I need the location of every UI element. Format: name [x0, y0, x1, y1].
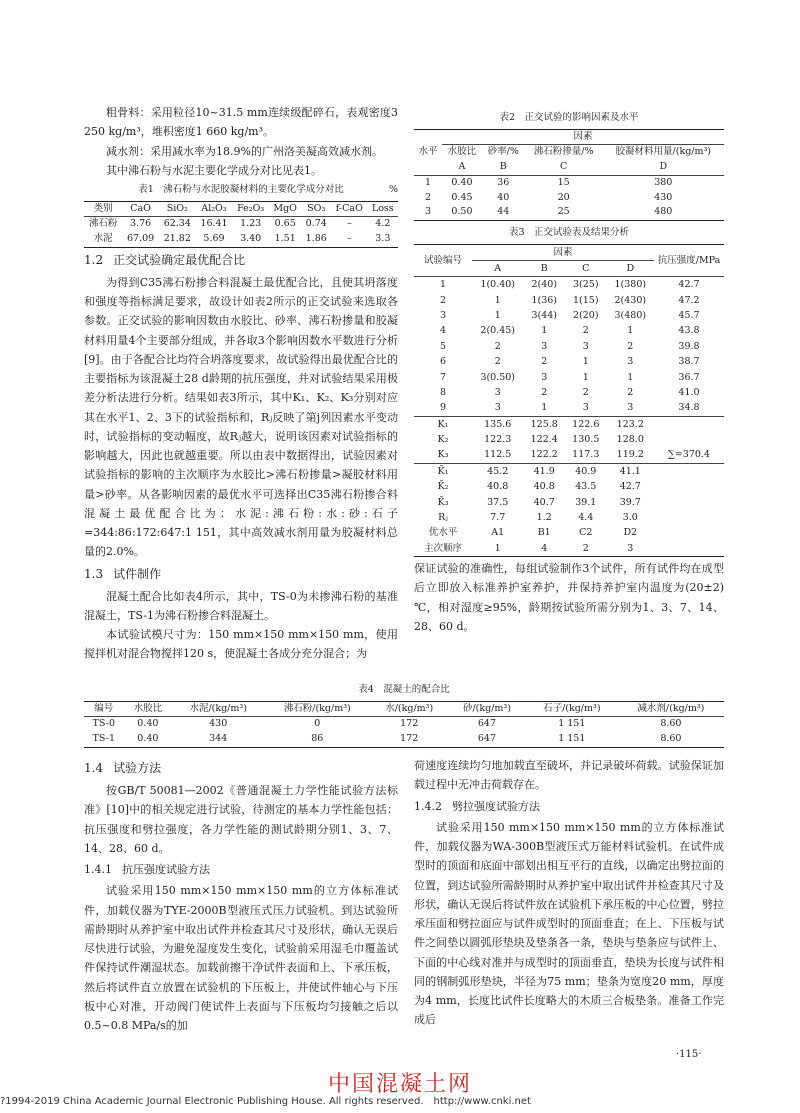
table-cell: 38.7 — [678, 356, 700, 368]
table1-header: SiO₂ — [166, 202, 188, 214]
table-cell: 1(380) — [614, 279, 647, 291]
table-cell: 34.8 — [678, 402, 700, 414]
table3-header: 抗压强度/MPa — [657, 254, 721, 266]
table3-best-row — [414, 525, 724, 540]
table-cell: – — [346, 233, 352, 245]
table-cell: 3 — [425, 206, 432, 218]
table-row — [414, 277, 724, 293]
table-cell: 1 — [582, 356, 589, 368]
table-cell: 1 — [582, 371, 589, 383]
table3-header: 试验编号 — [423, 254, 462, 266]
table-cell — [414, 160, 442, 175]
table-cell: 122.4 — [530, 434, 558, 446]
table1-header-row — [84, 201, 398, 217]
table-row — [414, 400, 724, 416]
table-cell: 1 — [627, 325, 634, 337]
table-cell: 1(15) — [573, 294, 599, 306]
mix-intro-paragraph: 混凝土配合比如表4所示，其中，TS-0为未掺沸石粉的基准混凝土，TS-1为沸石粉掺合料混凝土。 — [84, 589, 398, 622]
table4 — [84, 701, 724, 748]
table-cell: – — [346, 218, 352, 230]
table-cell: 128.0 — [616, 434, 644, 446]
table-cell: 647 — [477, 733, 497, 745]
table-cell: 3(25) — [573, 279, 599, 291]
table-cell: 5 — [439, 340, 447, 352]
table-cell: 2 — [439, 294, 447, 306]
table-cell: D2 — [623, 527, 638, 539]
table-cell: 41.1 — [619, 465, 641, 477]
table-cell — [654, 432, 724, 447]
table-row — [414, 370, 724, 385]
section-number: 1.2 — [84, 252, 104, 267]
table-cell: 647 — [477, 718, 497, 730]
table-cell: 41.0 — [678, 386, 700, 398]
table-cell: 45.2 — [487, 465, 509, 477]
table2-header: 胶凝材料用量/(kg/m³) — [615, 146, 711, 158]
table3-sum: ∑=370.4 — [668, 449, 710, 461]
table-cell — [654, 510, 724, 525]
table2-header: 水胶比 — [447, 146, 477, 158]
table4-header: 水胶比 — [133, 702, 163, 714]
table-cell: 3.0 — [622, 511, 638, 523]
table-cell — [654, 463, 724, 479]
compressive-test-paragraph: 试验采用150 mm×150 mm×150 mm的立方体标准试件，加载仪器为TYE-2000B型液压式压力试验机。到达试验所需龄期时从养护室中取出试件并检查其尺寸及形状，确认无误后尽快进行试验，为避免湿度发生变化，试验前采用湿毛巾覆盖试件保持试件潮湿状态。加载前擦干净试件表面和上、下承压板，然后将试件直立放置在试验机的下压板上，并使试件轴心与下压板中心对准，开动阀门使试件上表面与下压板均匀接触之后以0.5~0.8 MPa/s的加 — [84, 884, 398, 1032]
section-number: 1.4.2 — [414, 799, 442, 813]
table-cell: 21.82 — [163, 233, 191, 245]
table-cell: 1 — [541, 402, 548, 414]
table-cell: 39.1 — [575, 496, 597, 508]
table-cell: 122.6 — [572, 418, 600, 430]
water-reducer-paragraph: 减水剂：采用减水率为18.9%的广州洛美凝高效减水剂。 — [106, 144, 383, 158]
table-cell: 43.8 — [678, 325, 700, 337]
table-cell: 8 — [439, 386, 447, 398]
table-row — [414, 354, 724, 369]
table-cell: 430 — [654, 191, 673, 203]
table-cell: 2 — [494, 356, 501, 368]
table-cell: 1.2 — [536, 511, 552, 523]
table-cell: B — [540, 262, 548, 274]
table-cell: 3 — [627, 542, 634, 554]
table-cell: 5.69 — [203, 233, 225, 245]
table1-caption-row — [84, 182, 398, 199]
table-cell: K₃ — [437, 449, 449, 461]
table-cell: 0.40 — [137, 718, 159, 730]
table-row — [414, 323, 724, 338]
section-heading-1-4-1 — [84, 860, 398, 879]
table-cell: 3.76 — [130, 218, 152, 230]
table4-block — [84, 680, 724, 748]
bottom-right-column — [414, 756, 724, 1030]
table-cell: 430 — [209, 718, 228, 730]
coarse-aggregate-paragraph: 粗骨料：采用粒径10~31.5 mm连续级配碎石，表观密度3 250 kg/m³，堆积密度1 660 kg/m³。 — [84, 106, 398, 139]
copyright-footer: ?1994-2019 China Academic Journal Electronic Publishing House. All rights reserved. http://www.cnki.net — [0, 1096, 531, 1107]
table-row — [414, 447, 724, 463]
table-cell: 4.2 — [375, 218, 391, 230]
table3-body — [414, 277, 724, 416]
table-cell: 0.50 — [451, 206, 473, 218]
table3-k-rows — [414, 416, 724, 463]
table-cell: 7.7 — [490, 511, 506, 523]
table-cell: 40.9 — [575, 465, 597, 477]
table-cell: D — [659, 161, 668, 173]
table-cell: 3 — [541, 371, 548, 383]
table-cell: 2(20) — [573, 310, 599, 322]
table-cell: 122.3 — [484, 434, 512, 446]
table1-header: CaO — [130, 202, 151, 214]
table-cell: 2(40) — [531, 279, 557, 291]
table-row — [84, 232, 398, 247]
table-row — [84, 732, 724, 747]
table2-header-row — [414, 145, 724, 160]
table-cell: 172 — [400, 718, 419, 730]
table-cell: 3 — [627, 356, 634, 368]
table1-header: Fe₂O₃ — [237, 202, 265, 214]
section-heading-1-4-2 — [414, 797, 724, 816]
table-cell: B — [499, 161, 507, 173]
table-cell: K̄₂ — [437, 481, 449, 493]
table4-header: 减水剂/(kg/m³) — [637, 702, 705, 714]
table-cell: 67.09 — [127, 233, 155, 245]
table2-group-row — [414, 129, 724, 145]
section-heading-1-4 — [84, 758, 398, 779]
splitting-test-paragraph: 试验采用150 mm×150 mm×150 mm的立方体标准试件，加载仪器为WA-300B型液压式万能材料试验机。在试件成型时的顶面和底面中部划出相互平行的直线，以确定出劈拉面的位置，到达试验所需龄期时从养护室中取出试件并检查其尺寸及形状，确认无误后将试件放在试验机下承压板的中心位置，劈拉承压面和劈拉面应与试件成型时的顶面垂直；在上、下压板与试件之间垫以圆弧形垫块及垫条各一条，垫块与垫条应与试件上、下面的中心线对准并与成型时的顶面垂直，垫块为长度与试件相同的钢制弧形垫块，半径为75 mm；垫条为宽度20 mm，厚度为4 mm，长度比试件长度略大的木质三合板垫条。准备工作完成后 — [414, 820, 724, 1027]
table-cell: 主次顺序 — [423, 542, 462, 554]
table-cell: 0.74 — [305, 218, 327, 230]
table-cell: 沸石粉 — [88, 218, 118, 230]
table-cell: 36 — [497, 176, 510, 188]
table-cell: 344 — [209, 733, 228, 745]
section-title: 正交试验确定最优配合比 — [113, 252, 246, 267]
section-title: 劈拉强度试验方法 — [452, 799, 540, 813]
table1-header: MgO — [273, 202, 297, 214]
table-cell: Rⱼ — [438, 511, 448, 523]
table-cell: C2 — [579, 527, 593, 539]
table-cell: 44 — [497, 206, 510, 218]
test-method-paragraph: 按GB/T 50081—2002《普通混凝土力学性能试验方法标准》[10]中的相关规定进行试验，待测定的基本力学性能包括：抗压强度和劈拉强度，各力学性能的测试龄期分别1、3、7、14、28、60 d。 — [84, 784, 398, 855]
table-cell: 47.2 — [678, 294, 700, 306]
table-cell — [654, 525, 724, 540]
table-cell: D — [626, 262, 635, 274]
table-cell: 2 — [582, 542, 589, 554]
table-cell: 119.2 — [616, 449, 644, 461]
table-cell: 135.6 — [484, 418, 512, 430]
table-cell: 16.41 — [200, 218, 228, 230]
table-cell: 1(0.40) — [480, 279, 516, 291]
table4-header: 砂/(kg/m³) — [462, 702, 511, 714]
section-heading-1-2 — [84, 250, 398, 271]
table-cell: 15 — [557, 176, 570, 188]
table2-header: 沸石粉掺量/% — [533, 146, 594, 158]
orthogonal-test-paragraph: 为得到C35沸石粉掺合料混凝土最优配合比，且使其坍落度和强度等指标满足要求，故设计如表2所示的正交试验来选取各参数。正交试验的影响因数由水胶比、砂率、沸石粉掺量和胶凝材料用量4个主要部分组成，并各取3个影响因数水平数进行分析[9]。由于各配合比均符合坍落度要求，故试验得出最优配合比的主要指标为该混凝土28 d龄期的抗压强度，并对试验结果采用极差分析法进行分析。结果如表3所示，其中K₁、K₂、K₃分别对应其在水平1、2、3下的试验指标和，Rⱼ反映了第j列因素水平变动时，试验指标的变动幅度，故Rⱼ越大，说明该因素对试验指标的影响越大，因此也就越重要。所以由表中数据得出，试验因素对试验指标的影响的主次顺序为水胶比>沸石粉掺量>凝胶材料用量>砂率。从各影响因素的最优水平可选择出C35沸石粉掺合料混凝土最优配合比为：水泥:沸石粉:水:砂:石子=344:86:172:647:1 151，其中高效减水剂用量为胶凝材料总量的2.0%。 — [84, 275, 398, 559]
table-cell: 1 — [627, 371, 634, 383]
table-cell: 优水平 — [428, 527, 458, 539]
table-cell: 37.5 — [487, 496, 509, 508]
table-cell: 4 — [541, 542, 548, 554]
table-cell: 42.7 — [619, 481, 641, 493]
table-cell: 3(44) — [531, 310, 557, 322]
table1-caption: 表1 沸石粉与水泥胶凝材料的主要化学成分对比 — [138, 184, 344, 195]
specimen-size-paragraph: 本试验试模尺寸为：150 mm×150 mm×150 mm，使用搅拌机对混合物搅拌120 s，使混凝土各成分充分混合；为 — [84, 628, 398, 661]
table-cell: 380 — [654, 176, 673, 188]
table-row — [414, 463, 724, 479]
table-cell: 3 — [494, 402, 501, 414]
table1-unit: % — [388, 184, 398, 195]
table-cell: 42.7 — [678, 279, 700, 291]
table-cell: 1.51 — [274, 233, 296, 245]
table-cell: 480 — [654, 206, 673, 218]
table-cell: 43.5 — [575, 481, 597, 493]
table4-header: 水/(kg/m³) — [385, 702, 434, 714]
table-cell: 41.9 — [533, 465, 555, 477]
table-cell: C — [560, 161, 568, 173]
table-cell: 3 — [627, 402, 634, 414]
table-cell: 1 — [494, 294, 501, 306]
table-cell: 8.60 — [660, 733, 682, 745]
table3-header-row — [414, 244, 724, 260]
table-cell: 1 — [425, 176, 432, 188]
table-cell: 2 — [494, 340, 501, 352]
table-cell: TS-0 — [92, 718, 115, 730]
table-cell — [654, 479, 724, 494]
table-cell: 20 — [557, 191, 570, 203]
table3-header: 因素 — [472, 244, 654, 260]
table-cell: 2 — [425, 191, 432, 203]
table-cell: 水泥 — [93, 233, 113, 245]
table-cell: 3(0.50) — [480, 371, 516, 383]
table-row — [84, 717, 724, 732]
table-row — [414, 191, 724, 206]
section-heading-1-3 — [84, 564, 398, 585]
table-cell: 1 151 — [558, 733, 586, 745]
table-cell: 3(480) — [614, 310, 647, 322]
table4-caption: 表4 混凝土的配合比 — [358, 684, 450, 695]
section-number: 1.4 — [84, 761, 104, 775]
table-row — [414, 416, 724, 432]
table-cell — [414, 129, 442, 145]
table-cell: 36.7 — [678, 371, 700, 383]
table-cell: 2(430) — [614, 294, 647, 306]
table1-header: Al₂O₃ — [201, 202, 227, 214]
table2 — [414, 129, 724, 221]
table-cell: 1 — [494, 310, 501, 322]
table-cell: A — [458, 161, 466, 173]
table-cell: 3.40 — [240, 233, 262, 245]
table-cell: 3.3 — [375, 233, 391, 245]
section-number: 1.4.1 — [84, 863, 112, 876]
table-cell: 0.40 — [137, 733, 159, 745]
loading-paragraph: 荷速度连续均匀地加载直至破坏，并记录破坏荷载。试验保证加载过程中无冲击荷载存在。 — [414, 759, 724, 792]
table-cell: 62.34 — [163, 218, 191, 230]
table4-header-row — [84, 701, 724, 717]
table4-header: 编号 — [94, 702, 114, 714]
table-cell: 3 — [439, 310, 447, 322]
table-cell: 45.7 — [678, 310, 700, 322]
table-cell: 3 — [582, 340, 589, 352]
table-cell: 0 — [314, 718, 321, 730]
table-cell: 112.5 — [484, 449, 512, 461]
table-cell: 125.8 — [530, 418, 558, 430]
table-cell: 2 — [627, 386, 634, 398]
table3-order-row — [414, 541, 724, 557]
left-column — [84, 103, 398, 664]
table1-header: 类别 — [93, 202, 113, 214]
table3-caption: 表3 正交试验表及结果分析 — [508, 226, 630, 238]
table1-header: SO₃ — [307, 202, 326, 214]
table-cell: 130.5 — [572, 434, 600, 446]
table-cell — [654, 416, 724, 432]
table-cell: TS-1 — [92, 733, 115, 745]
section-title: 抗压强度试验方法 — [122, 863, 210, 876]
table-cell: K̄₁ — [437, 465, 449, 477]
table-cell: 1.23 — [240, 218, 262, 230]
table1-header: f-CaO — [335, 202, 363, 214]
table3-kbar-rows — [414, 463, 724, 510]
table-cell: 1 — [494, 542, 501, 554]
table-cell: 7 — [439, 371, 447, 383]
table-cell: 2 — [541, 386, 548, 398]
table-cell: 39.8 — [678, 340, 700, 352]
section-number: 1.3 — [84, 566, 104, 581]
table4-header: 水泥/(kg/m³) — [189, 702, 247, 714]
table-cell: 172 — [400, 733, 419, 745]
table-cell: 40.8 — [533, 481, 555, 493]
table-cell: 4.4 — [578, 511, 594, 523]
table-cell: 2 — [582, 386, 589, 398]
table-cell: 3 — [494, 386, 501, 398]
composition-intro-paragraph: 其中沸石粉与水泥主要化学成分对比见表1。 — [106, 163, 322, 177]
table-cell: 0.65 — [274, 218, 296, 230]
table-row — [414, 495, 724, 510]
table-cell: 40.7 — [533, 496, 555, 508]
table-cell: 1(36) — [531, 294, 557, 306]
table-cell: K₁ — [437, 418, 449, 430]
curing-paragraph: 保证试验的准确性，每组试验制作3个试件，所有试件均在成型后立即放入标准养护室养护，并保持养护室内温度为(20±2) ℃，相对湿度≥95%，龄期按试验所需分别为1、3、7、14、28、60 d。 — [414, 562, 724, 633]
page-number: ·115· — [676, 1049, 702, 1060]
table2-letter-row — [414, 160, 724, 175]
table-cell: 123.2 — [616, 418, 644, 430]
table-row — [414, 479, 724, 494]
section-title: 试件制作 — [113, 566, 162, 581]
table-cell: 40 — [497, 191, 510, 203]
table-cell: 0.45 — [451, 191, 473, 203]
table-cell: 2(0.45) — [480, 325, 516, 337]
table-row — [414, 308, 724, 323]
table2-group-label: 因素 — [442, 129, 724, 145]
table4-header: 沸石粉/(kg/m³) — [283, 702, 351, 714]
table-row — [414, 339, 724, 354]
table3 — [414, 244, 724, 558]
table-row — [414, 293, 724, 308]
table2-header: 砂率/% — [487, 146, 519, 158]
table-cell: 4 — [439, 325, 447, 337]
table-cell: 122.2 — [530, 449, 558, 461]
table-cell: K̄₃ — [437, 496, 449, 508]
table-row — [414, 175, 724, 190]
table-cell: 1 151 — [558, 718, 586, 730]
table-cell: 9 — [439, 402, 447, 414]
bottom-left-column — [84, 756, 398, 1035]
table-cell: B1 — [537, 527, 551, 539]
table-cell: 2 — [627, 340, 634, 352]
table4-header: 石子/(kg/m³) — [543, 702, 601, 714]
table-cell — [654, 541, 724, 557]
table-cell: 8.60 — [660, 718, 682, 730]
table-cell: 1 — [541, 325, 548, 337]
table-cell: 39.7 — [619, 496, 641, 508]
table-row — [414, 205, 724, 220]
table3-r-row — [414, 510, 724, 525]
table-row — [414, 385, 724, 400]
section-title: 试验方法 — [113, 761, 162, 775]
table-cell: C — [582, 262, 590, 274]
table1-header: Loss — [371, 202, 394, 214]
table1 — [84, 201, 398, 248]
table-row — [414, 432, 724, 447]
table-cell: 86 — [311, 733, 324, 745]
table-cell: 3 — [541, 340, 548, 352]
table-cell: 6 — [439, 356, 447, 368]
table-row — [84, 217, 398, 232]
table2-header: 水平 — [418, 146, 438, 158]
table-cell: A — [494, 262, 502, 274]
right-column — [414, 108, 724, 636]
watermark-text: 中国混凝土网 — [327, 1072, 472, 1097]
table-cell — [654, 495, 724, 510]
table-cell: 2 — [541, 356, 548, 368]
table-cell: 25 — [557, 206, 570, 218]
table-cell: 1 — [439, 279, 447, 291]
table-cell: 0.40 — [451, 176, 473, 188]
table-cell: K₂ — [437, 434, 449, 446]
table-cell: A1 — [491, 527, 505, 539]
table-cell: 2 — [582, 325, 589, 337]
table-cell: 117.3 — [572, 449, 600, 461]
table-cell: 3 — [582, 402, 589, 414]
table2-caption: 表2 正交试验的影响因素及水平 — [499, 112, 639, 123]
table-cell: 1.86 — [305, 233, 327, 245]
table-cell: 40.8 — [487, 481, 509, 493]
